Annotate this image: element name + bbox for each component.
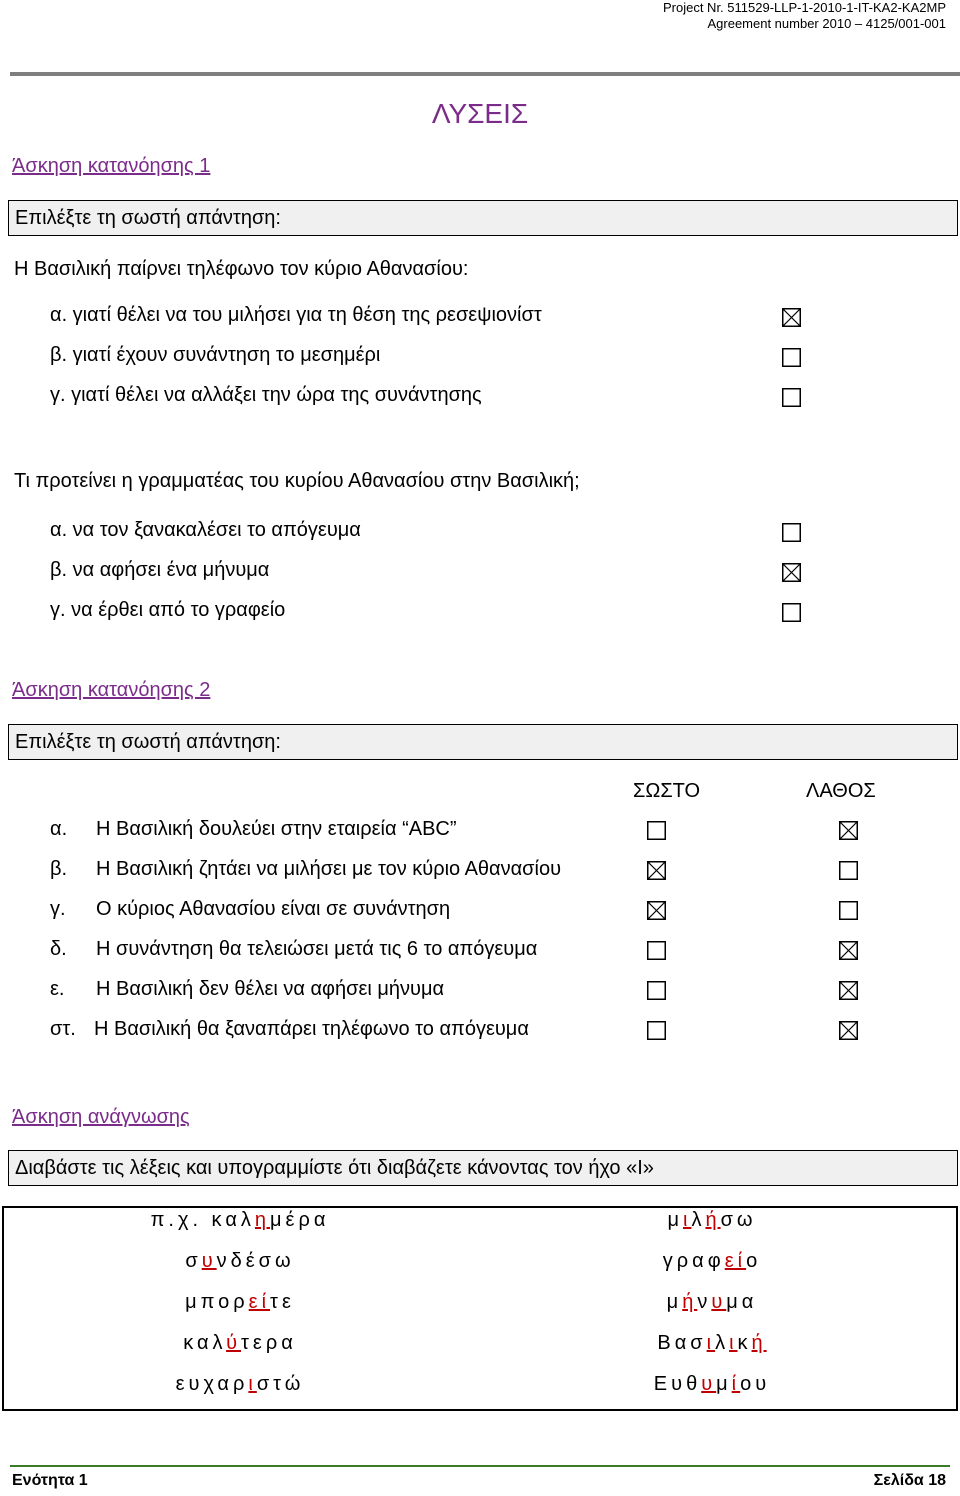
exercise2-instruction: Επιλέξτε τη σωστή απάντηση: [8, 724, 958, 760]
reading-word [176, 1373, 305, 1396]
footer-unit: Ενότητα 1 [12, 1472, 88, 1489]
true-checkbox[interactable] [647, 861, 666, 880]
statement-letter: ε. [50, 978, 65, 1000]
statement-text: Η Βασιλική δουλεύει στην εταιρεία “ABC” [96, 818, 457, 840]
reading-word [151, 1209, 330, 1232]
highlighted-sound: ή [751, 1332, 767, 1354]
column-header-false: ΛΑΘΟΣ [806, 780, 876, 802]
reading-word [654, 1373, 770, 1396]
statement-letter: α. [50, 818, 68, 840]
reading-instruction: Διαβάστε τις λέξεις και υπογραμμίστε ότι διαβάζετε κάνοντας τον ήχο «Ι» [8, 1150, 958, 1186]
footer-divider [10, 1465, 950, 1467]
option-label: γ. γιατί θέλει να αλλάξει την ώρα της συνάντησης [50, 384, 482, 406]
question-1: Η Βασιλική παίρνει τηλέφωνο τον κύριο Αθανασίου: [14, 258, 469, 280]
highlighted-sound: ή [682, 1291, 698, 1313]
highlighted-sound: ι [729, 1332, 738, 1354]
highlighted-sound: ύ [226, 1332, 242, 1354]
option-label: γ. να έρθει από το γραφείο [50, 599, 286, 621]
false-checkbox[interactable] [839, 861, 858, 880]
word-part: τερα [241, 1332, 297, 1354]
word-part: σ [185, 1250, 202, 1272]
option-label: α. να τον ξανακαλέσει το απόγευμα [50, 519, 361, 541]
highlighted-sound: ι [682, 1209, 692, 1231]
word-part: νδέσω [216, 1250, 295, 1272]
word-part: μ [667, 1209, 683, 1231]
answer-checkbox[interactable] [782, 308, 801, 327]
option-label: β. γιατί έχουν συνάντηση το μεσημέρι [50, 344, 381, 366]
answer-checkbox[interactable] [782, 348, 801, 367]
question-2: Τι προτείνει η γραμματέας του κυρίου Αθανασίου στην Βασιλική; [14, 470, 580, 492]
answer-checkbox[interactable] [782, 603, 801, 622]
word-part: κ [737, 1332, 752, 1354]
reading-word [667, 1291, 758, 1314]
true-checkbox[interactable] [647, 1021, 666, 1040]
answer-checkbox[interactable] [782, 388, 801, 407]
highlighted-sound: υ [711, 1291, 727, 1313]
reading-word [667, 1209, 756, 1232]
answer-checkbox[interactable] [782, 563, 801, 582]
word-part: στώ [256, 1373, 305, 1395]
highlighted-sound: υ [701, 1373, 717, 1395]
word-part: λ [691, 1209, 706, 1231]
statement-text: Η Βασιλική θα ξαναπάρει τηλέφωνο το απόγευμα [94, 1018, 529, 1040]
word-part: μ [666, 1291, 683, 1313]
highlighted-sound: υ [201, 1250, 217, 1272]
word-part: ν [697, 1291, 712, 1313]
reading-word [183, 1332, 297, 1355]
false-checkbox[interactable] [839, 981, 858, 1000]
highlighted-sound: ί [731, 1373, 741, 1395]
statement-text: Η συνάντηση θα τελειώσει μετά τις 6 το απόγευμα [96, 938, 538, 960]
word-part: μ [716, 1373, 732, 1395]
word-table [2, 1206, 958, 1411]
statement-text: Ο κύριος Αθανασίου είναι σε συνάντηση [96, 898, 451, 920]
word-part: γραφ [662, 1250, 725, 1272]
word-part: μπορ [185, 1291, 249, 1313]
statement-text: Η Βασιλική δεν θέλει να αφήσει μήνυμα [96, 978, 445, 1000]
statement-text: Η Βασιλική ζητάει να μιλήσει με τον κύριο Αθανασίου [96, 858, 562, 880]
exercise2-heading: Άσκηση κατανόησης 2 [12, 679, 211, 701]
word-part: σω [720, 1209, 757, 1231]
statement-letter: στ. [50, 1018, 76, 1040]
footer-page-number: Σελίδα 18 [873, 1472, 946, 1489]
false-checkbox[interactable] [839, 901, 858, 920]
word-part: λ [715, 1332, 730, 1354]
reading-word [663, 1250, 761, 1273]
reading-heading: Άσκηση ανάγνωσης [12, 1106, 190, 1128]
false-checkbox[interactable] [839, 941, 858, 960]
header-divider [10, 72, 960, 76]
word-part: Ευθ [653, 1373, 702, 1395]
word-part: ου [740, 1373, 771, 1395]
answer-checkbox[interactable] [782, 523, 801, 542]
true-checkbox[interactable] [647, 821, 666, 840]
word-part: π.χ. καλ [150, 1209, 255, 1231]
option-label: β. να αφήσει ένα μήνυμα [50, 559, 270, 581]
false-checkbox[interactable] [839, 1021, 858, 1040]
word-part: ο [746, 1250, 762, 1272]
highlighted-sound: εί [248, 1291, 271, 1313]
reading-word [185, 1250, 294, 1273]
word-part: ευχαρ [175, 1373, 249, 1395]
agreement-number: Agreement number 2010 – 4125/001-001 [707, 16, 946, 31]
exercise1-heading: Άσκηση κατανόησης 1 [12, 155, 211, 177]
project-number: Project Nr. 511529-LLP-1-2010-1-IT-KA2-KA2MP [662, 0, 946, 15]
exercise1-instruction: Επιλέξτε τη σωστή απάντηση: [8, 200, 958, 236]
highlighted-sound: εί [724, 1250, 747, 1272]
highlighted-sound: ι [248, 1373, 257, 1395]
word-part: καλ [183, 1332, 227, 1354]
false-checkbox[interactable] [839, 821, 858, 840]
option-label: α. γιατί θέλει να του μιλήσει για τη θέση της ρεσεψιονίστ [50, 304, 542, 326]
page-title: ΛΥΣΕΙΣ [431, 98, 529, 129]
highlighted-sound: ι [706, 1332, 716, 1354]
statement-letter: β. [50, 858, 68, 880]
highlighted-sound: η [254, 1209, 271, 1231]
word-part: μέρα [270, 1209, 330, 1231]
word-part: μα [726, 1291, 758, 1313]
statement-letter: γ. [50, 898, 66, 920]
reading-word [185, 1291, 295, 1314]
true-checkbox[interactable] [647, 941, 666, 960]
word-part: τε [270, 1291, 295, 1313]
reading-word [657, 1332, 766, 1355]
column-header-true: ΣΩΣΤΟ [633, 780, 701, 802]
word-part: Βασ [657, 1332, 707, 1354]
highlighted-sound: ή [705, 1209, 721, 1231]
true-checkbox[interactable] [647, 981, 666, 1000]
statement-letter: δ. [50, 938, 67, 960]
true-checkbox[interactable] [647, 901, 666, 920]
